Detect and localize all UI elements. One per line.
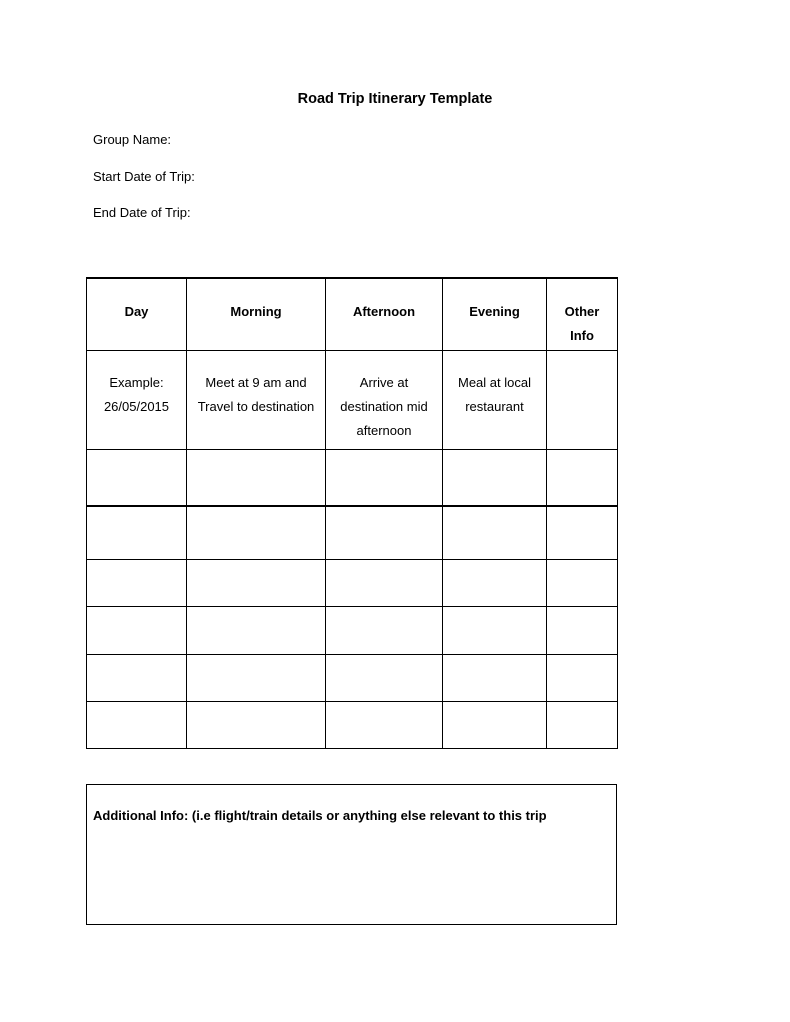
example-row (87, 350, 618, 449)
additional-info-label: Additional Info: (i.e flight/train details or anything else relevant to this trip (93, 808, 547, 823)
evening-cell[interactable] (443, 606, 547, 654)
afternoon-cell[interactable] (326, 701, 443, 748)
afternoon-cell[interactable] (326, 654, 443, 701)
table-row (87, 606, 618, 654)
table-row (87, 449, 618, 506)
day-cell[interactable] (87, 506, 187, 559)
day-cell[interactable] (87, 559, 187, 606)
afternoon-cell[interactable] (326, 559, 443, 606)
table-row (87, 701, 618, 748)
group-name-label: Group Name: (93, 132, 172, 147)
morning-cell[interactable] (187, 654, 326, 701)
itinerary-table (86, 277, 618, 749)
afternoon-cell[interactable] (326, 606, 443, 654)
header-other-info: Other Info (547, 278, 618, 350)
header-afternoon: Afternoon (326, 278, 443, 350)
additional-info-box[interactable] (86, 784, 617, 925)
morning-cell[interactable] (187, 559, 326, 606)
evening-cell[interactable] (443, 506, 547, 559)
header-morning: Morning (187, 278, 326, 350)
other-info-cell[interactable] (547, 506, 618, 559)
example-evening-cell[interactable]: Meal at local restaurant (443, 350, 547, 449)
other-info-cell[interactable] (547, 449, 618, 506)
end-date-label: End Date of Trip: (93, 205, 191, 220)
table-header-row (87, 278, 618, 350)
header-day: Day (87, 278, 187, 350)
morning-cell[interactable] (187, 701, 326, 748)
afternoon-cell[interactable] (326, 449, 443, 506)
day-cell[interactable] (87, 701, 187, 748)
day-cell[interactable] (87, 606, 187, 654)
other-info-cell[interactable] (547, 701, 618, 748)
other-info-cell[interactable] (547, 654, 618, 701)
document-title: Road Trip Itinerary Template (297, 91, 493, 107)
evening-cell[interactable] (443, 559, 547, 606)
table-row (87, 654, 618, 701)
other-info-cell[interactable] (547, 559, 618, 606)
example-day-cell[interactable]: Example: 26/05/2015 (87, 350, 187, 449)
table-row (87, 506, 618, 559)
evening-cell[interactable] (443, 654, 547, 701)
morning-cell[interactable] (187, 449, 326, 506)
header-evening: Evening (443, 278, 547, 350)
other-info-cell[interactable] (547, 606, 618, 654)
example-afternoon-cell[interactable]: Arrive at destination mid afternoon (326, 350, 443, 449)
example-other-cell[interactable] (547, 350, 618, 449)
day-cell[interactable] (87, 449, 187, 506)
evening-cell[interactable] (443, 449, 547, 506)
example-morning-cell[interactable]: Meet at 9 am and Travel to destination (187, 350, 326, 449)
start-date-label: Start Date of Trip: (93, 169, 195, 184)
table-row (87, 559, 618, 606)
morning-cell[interactable] (187, 506, 326, 559)
afternoon-cell[interactable] (326, 506, 443, 559)
morning-cell[interactable] (187, 606, 326, 654)
day-cell[interactable] (87, 654, 187, 701)
evening-cell[interactable] (443, 701, 547, 748)
